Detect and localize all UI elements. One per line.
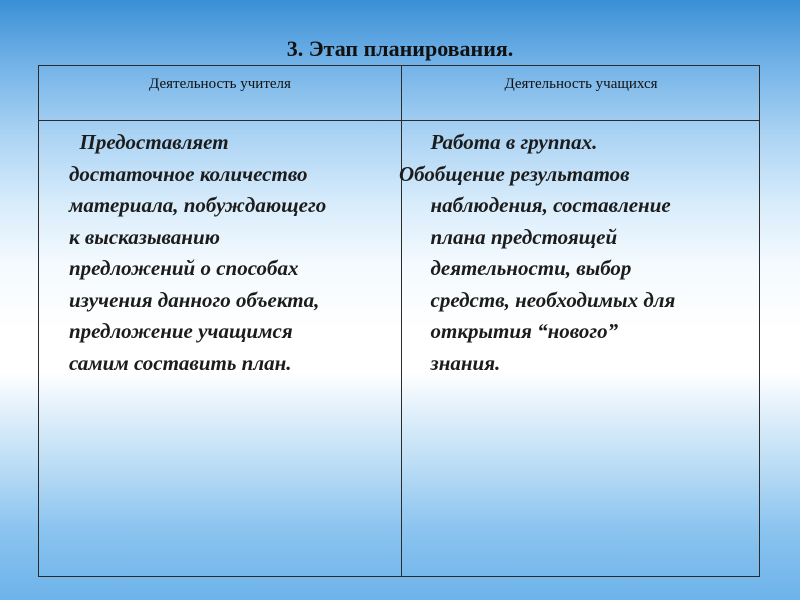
students-activity-cell [399, 127, 675, 379]
students-line: открытия “нового” [399, 319, 619, 343]
students-line: плана предстоящей [399, 224, 618, 249]
students-line: Обобщение результатов [399, 161, 630, 186]
header-students-activity: Деятельность учащихся [504, 76, 658, 92]
teacher-line: предложение учащимся [69, 319, 293, 343]
planning-table [38, 65, 760, 577]
slide-title: 3. Этап планирования. [286, 36, 514, 61]
students-line: наблюдения, составление [399, 193, 671, 217]
teacher-line: достаточное количество [69, 161, 308, 186]
header-teacher-activity: Деятельность учителя [149, 76, 291, 92]
teacher-line: Предоставляет [69, 130, 229, 154]
teacher-line: изучения данного объекта, [69, 287, 320, 312]
teacher-line: предложений о способах [69, 256, 299, 280]
students-line: деятельности, выбор [399, 256, 632, 280]
students-line: Работа в группах. [399, 130, 598, 154]
students-line: знания. [399, 350, 501, 375]
header-row-divider [39, 120, 759, 121]
teacher-activity-cell [69, 127, 326, 379]
teacher-line: материала, побуждающего [69, 193, 327, 217]
teacher-line: к высказыванию [69, 224, 220, 249]
students-line: средств, необходимых для [399, 287, 676, 312]
teacher-line: самим составить план. [69, 350, 292, 375]
